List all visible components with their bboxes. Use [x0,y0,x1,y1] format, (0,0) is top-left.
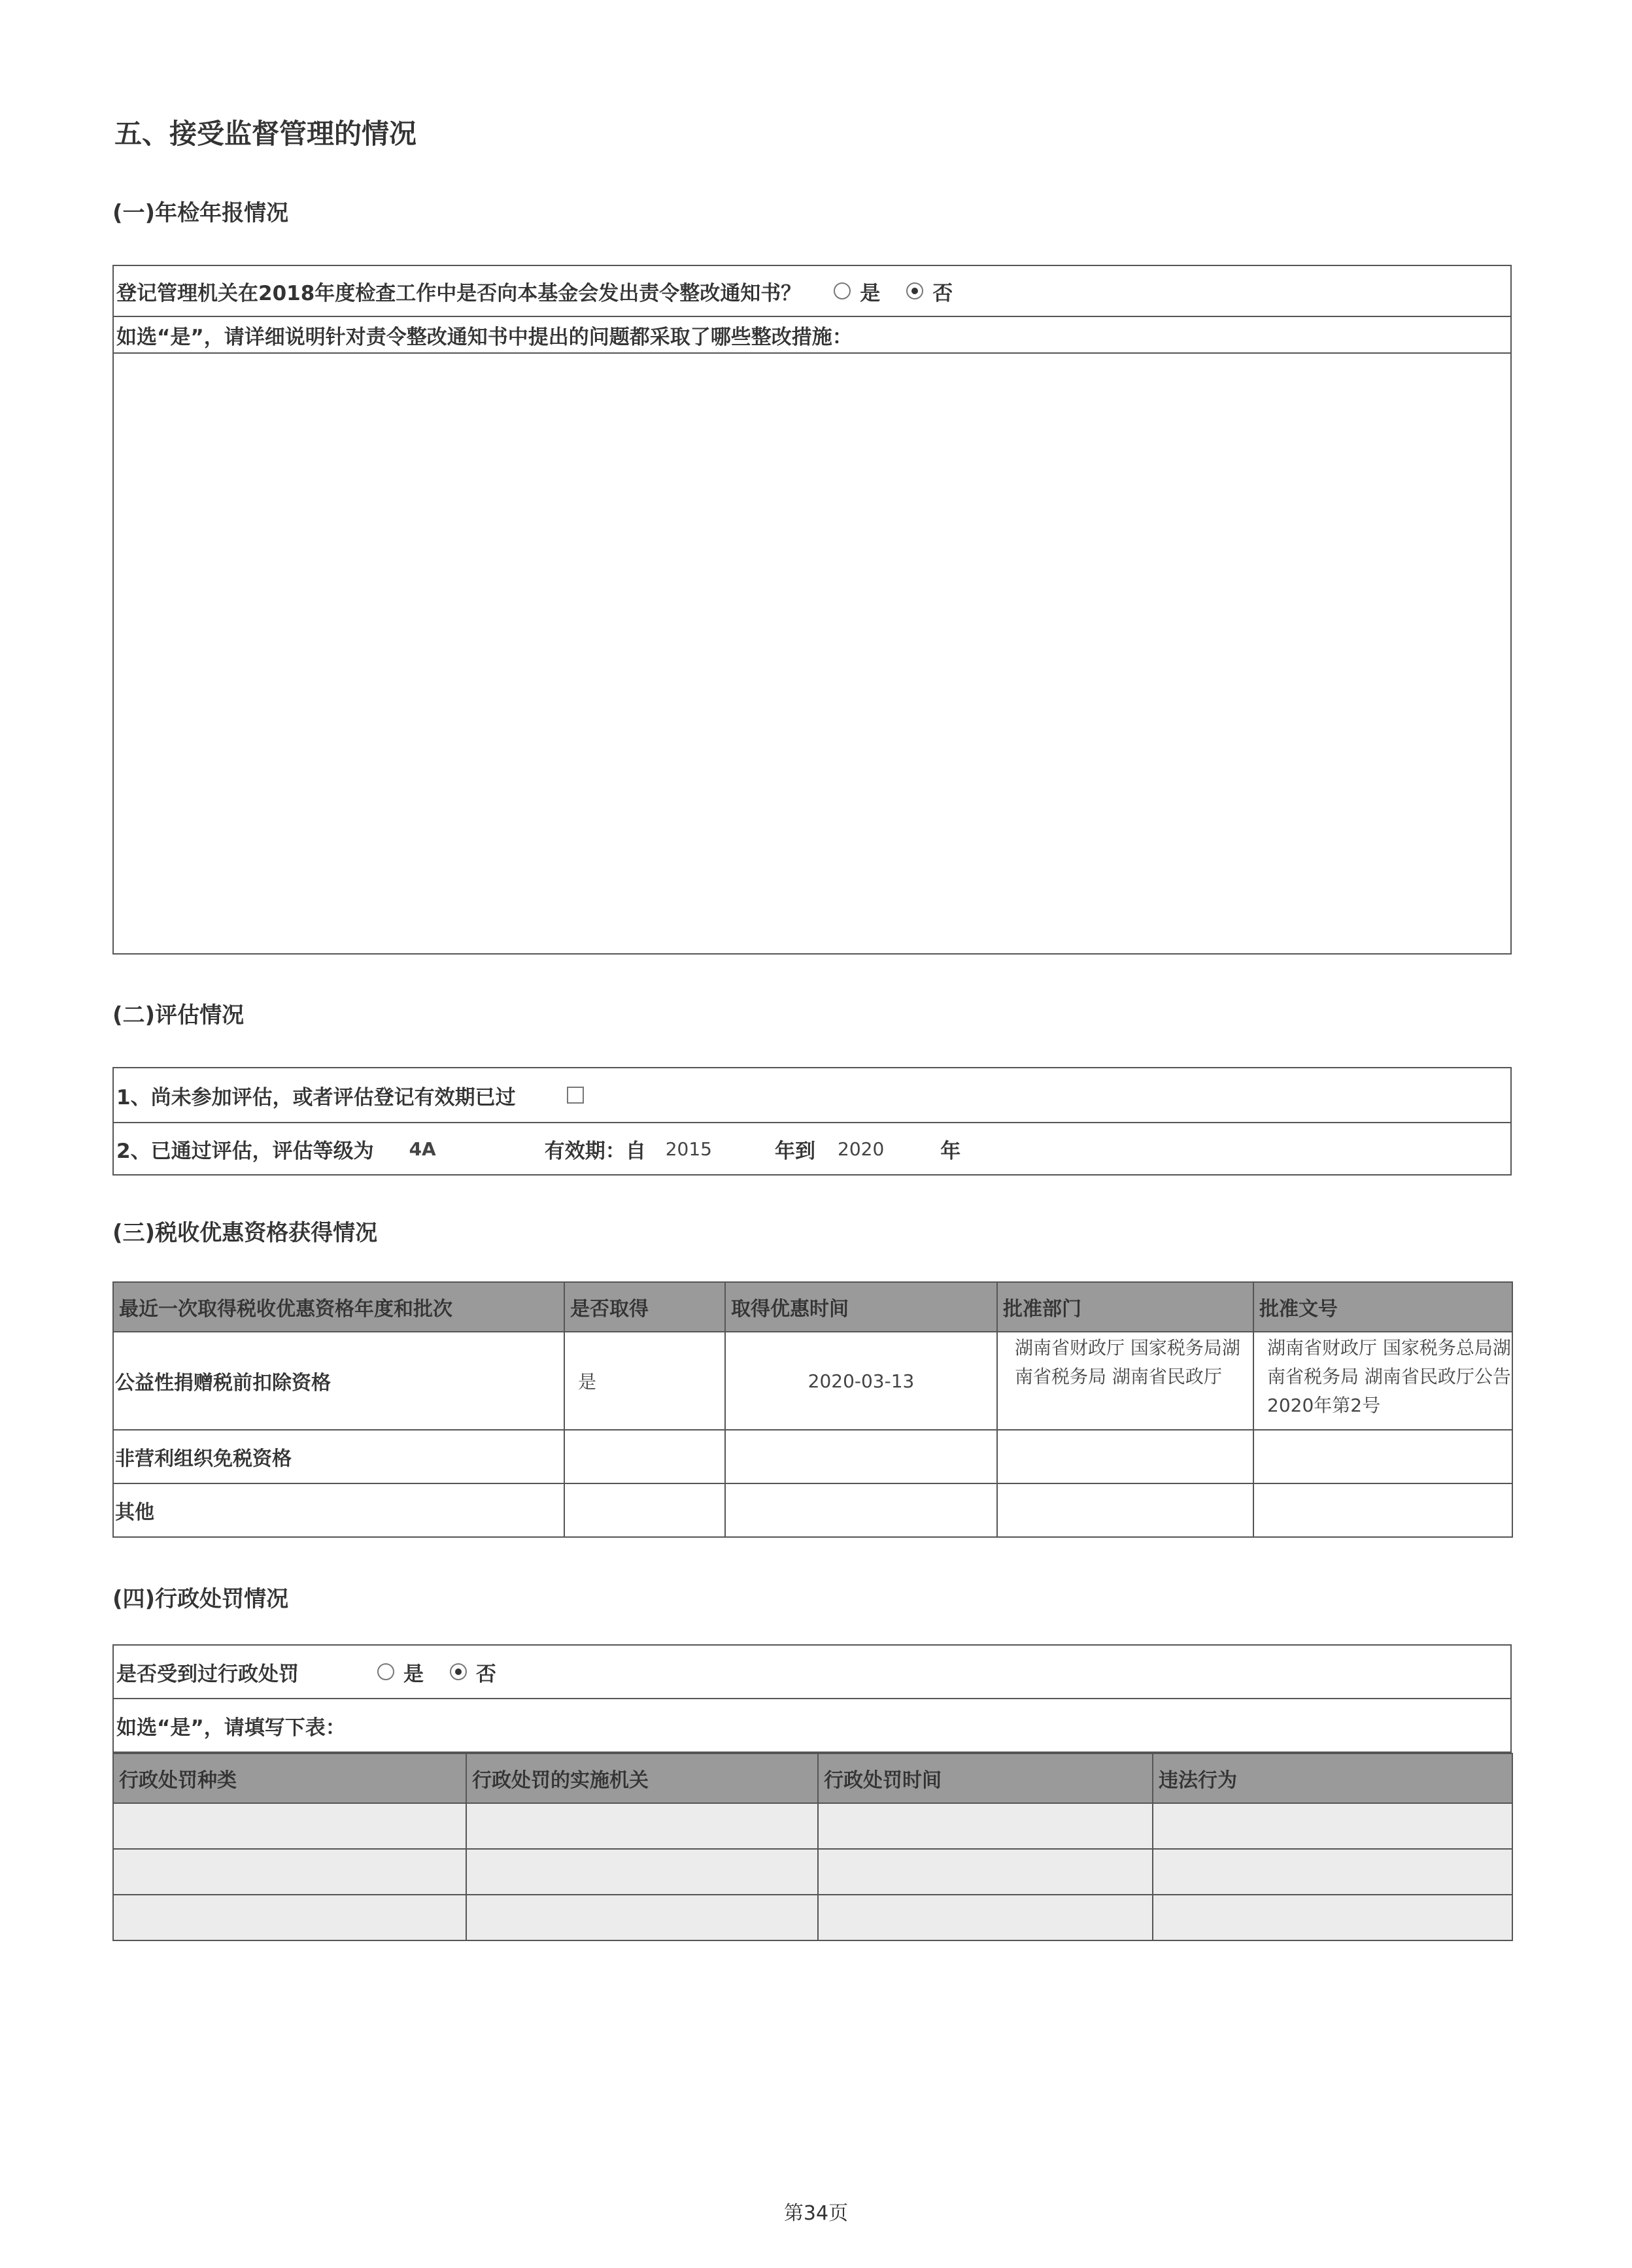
penalty-box [112,1644,1512,1753]
tax-table [112,1281,1513,1538]
tax-doc[interactable]: 湖南省财政厅 国家税务总局湖南省税务局 湖南省民政厅公告2020年第2号 [1253,1332,1512,1430]
penalty-no-option[interactable]: 否 [450,1657,496,1687]
table-row [113,1895,1512,1940]
tax-dept[interactable]: 湖南省财政厅 国家税务局湖南省税务局 湖南省民政厅 [997,1332,1253,1430]
assessment-row-2 [114,1122,1510,1174]
penalty-cell[interactable] [466,1895,818,1940]
penalty-followup: 如选“是”，请填写下表： [116,1716,346,1740]
table-row [113,1849,1512,1895]
penalty-cell[interactable] [466,1849,818,1895]
penalty-table [112,1753,1513,1941]
tax-type: 其他 [113,1483,564,1537]
penalty-header-row [113,1753,1512,1803]
tax-header: 批准文号 [1253,1282,1512,1332]
annual-followup: 如选“是”，请详细说明针对责令整改通知书中提出的问题都采取了哪些整改措施： [116,325,853,349]
penalty-header: 行政处罚的实施机关 [466,1753,818,1803]
penalty-cell[interactable] [1153,1803,1512,1849]
tax-type: 公益性捐赠税前扣除资格 [113,1332,564,1430]
assessment-row2-label: 2、已通过评估，评估等级为 [116,1139,374,1163]
penalty-cell[interactable] [113,1849,466,1895]
assessment-grade: 4A [409,1138,436,1160]
penalty-cell[interactable] [818,1803,1153,1849]
penalty-cell[interactable] [818,1895,1153,1940]
penalty-yes-option[interactable]: 是 [377,1657,424,1687]
annual-yes-option[interactable]: 是 [834,277,880,306]
assessment-heading: (二)评估情况 [112,1002,245,1028]
tax-header: 取得优惠时间 [725,1282,997,1332]
tax-doc[interactable] [1253,1483,1512,1537]
penalty-header: 行政处罚种类 [113,1753,466,1803]
penalty-cell[interactable] [818,1849,1153,1895]
table-row [113,1332,1512,1430]
penalty-cell[interactable] [1153,1895,1512,1940]
penalty-followup-row [114,1698,1510,1752]
radio-yes-icon[interactable] [377,1663,394,1680]
tax-obtained[interactable] [564,1430,725,1483]
tax-heading: (三)税收优惠资格获得情况 [112,1220,378,1246]
penalty-question: 是否受到过行政处罚 [116,1662,299,1686]
penalty-cell[interactable] [113,1803,466,1849]
assessment-box [112,1067,1512,1176]
annual-no-option[interactable]: 否 [906,277,953,306]
penalty-header: 违法行为 [1153,1753,1512,1803]
valid-label: 有效期：自 [544,1139,646,1163]
annual-question: 登记管理机关在2018年度检查工作中是否向本基金会发出责令整改通知书？ [116,281,802,305]
radio-no-selected-icon[interactable] [906,282,923,299]
valid-from-year: 2015 [665,1138,712,1160]
table-row [113,1430,1512,1483]
assessment-row1-label: 1、尚未参加评估，或者评估登记有效期已过 [116,1085,516,1109]
penalty-heading: (四)行政处罚情况 [112,1586,289,1612]
radio-yes-icon[interactable] [834,282,851,299]
tax-header: 批准部门 [997,1282,1253,1332]
not-assessed-checkbox[interactable] [567,1087,584,1104]
annual-heading: (一)年检年报情况 [112,200,289,226]
penalty-cell[interactable] [113,1895,466,1940]
valid-to-year: 2020 [838,1138,885,1160]
table-row [113,1483,1512,1537]
tax-header: 是否取得 [564,1282,725,1332]
tax-header: 最近一次取得税收优惠资格年度和批次 [113,1282,564,1332]
section-title: 五、接受监督管理的情况 [114,118,417,150]
tax-dept[interactable] [997,1430,1253,1483]
tax-obtained[interactable]: 是 [564,1332,725,1430]
tax-header-row [113,1282,1512,1332]
tax-type: 非营利组织免税资格 [113,1430,564,1483]
page-number: 第34页 [783,2202,849,2225]
penalty-cell[interactable] [466,1803,818,1849]
tax-date[interactable] [725,1483,997,1537]
year-suffix: 年 [940,1139,961,1163]
annual-answer-area[interactable] [114,352,1510,953]
penalty-question-row [114,1646,1510,1698]
tax-date[interactable]: 2020-03-13 [725,1332,997,1430]
penalty-cell[interactable] [1153,1849,1512,1895]
valid-to-label: 年到 [775,1139,815,1163]
radio-no-selected-icon[interactable] [450,1663,467,1680]
tax-dept[interactable] [997,1483,1253,1537]
penalty-header: 行政处罚时间 [818,1753,1153,1803]
annual-followup-row [114,316,1510,352]
assessment-row-1 [114,1068,1510,1122]
annual-check-box [112,265,1512,955]
tax-doc[interactable] [1253,1430,1512,1483]
table-row [113,1803,1512,1849]
annual-question-row [114,266,1510,316]
tax-obtained[interactable] [564,1483,725,1537]
tax-date[interactable] [725,1430,997,1483]
